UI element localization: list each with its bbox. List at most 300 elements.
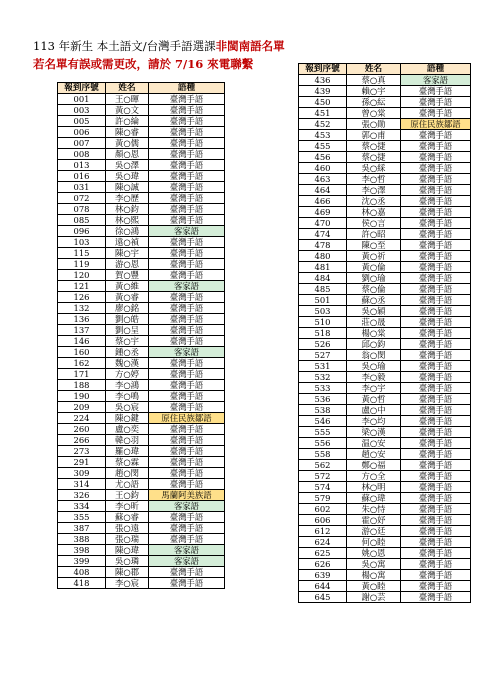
name-cell: 陳○瑋 xyxy=(106,545,149,556)
lang-cell: 臺灣手語 xyxy=(149,237,225,248)
lang-cell: 臺灣手語 xyxy=(401,339,471,350)
name-cell: 孫○紜 xyxy=(347,97,401,108)
seat-cell: 132 xyxy=(58,303,106,314)
table-row xyxy=(299,581,471,592)
seat-cell: 326 xyxy=(58,490,106,501)
name-cell: 黃○哲 xyxy=(347,394,401,405)
seat-cell: 451 xyxy=(299,108,347,119)
table-row xyxy=(58,204,225,215)
page-title xyxy=(33,39,285,53)
table-row xyxy=(299,174,471,185)
seat-cell: 579 xyxy=(299,493,347,504)
lang-cell: 臺灣手語 xyxy=(401,141,471,152)
seat-cell: 103 xyxy=(58,237,106,248)
seat-cell: 137 xyxy=(58,325,106,336)
seat-cell: 387 xyxy=(58,523,106,534)
title-main: 113 年新生 本土語文/台灣手語選課 xyxy=(33,39,216,53)
seat-cell: 418 xyxy=(58,578,106,589)
lang-cell: 臺灣手語 xyxy=(401,152,471,163)
seat-cell: 078 xyxy=(58,204,106,215)
lang-cell: 臺灣手語 xyxy=(401,185,471,196)
name-cell: 謝○芸 xyxy=(347,592,401,603)
lang-cell: 客家語 xyxy=(149,226,225,237)
seat-cell: 309 xyxy=(58,468,106,479)
table-row xyxy=(299,504,471,515)
lang-cell: 客家語 xyxy=(149,545,225,556)
name-cell: 方○婷 xyxy=(106,369,149,380)
name-cell: 李○宸 xyxy=(106,578,149,589)
seat-cell: 260 xyxy=(58,424,106,435)
name-cell: 吳○寓 xyxy=(347,559,401,570)
lang-cell: 臺灣手語 xyxy=(401,504,471,515)
seat-cell: 464 xyxy=(299,185,347,196)
name-cell: 陳○誠 xyxy=(106,182,149,193)
seat-cell: 572 xyxy=(299,471,347,482)
table-row xyxy=(58,116,225,127)
lang-cell: 臺灣手語 xyxy=(401,471,471,482)
lang-cell: 臺灣手語 xyxy=(149,402,225,413)
name-cell: 羅○瑋 xyxy=(106,446,149,457)
seat-cell: 439 xyxy=(299,86,347,97)
seat-cell: 016 xyxy=(58,171,106,182)
lang-cell: 臺灣手語 xyxy=(401,405,471,416)
seat-cell: 460 xyxy=(299,163,347,174)
seat-cell: 398 xyxy=(58,545,106,556)
lang-cell: 臺灣手語 xyxy=(149,193,225,204)
name-cell: 魏○漢 xyxy=(106,358,149,369)
table-row xyxy=(58,446,225,457)
table-row xyxy=(58,358,225,369)
lang-cell: 客家語 xyxy=(149,556,225,567)
table-row xyxy=(299,361,471,372)
name-cell: 黃○維 xyxy=(106,281,149,292)
lang-cell: 馬蘭阿美族語 xyxy=(149,490,225,501)
table-row xyxy=(58,336,225,347)
name-cell: 陳○至 xyxy=(347,240,401,251)
table-row xyxy=(299,383,471,394)
lang-cell: 臺灣手語 xyxy=(401,394,471,405)
seat-cell: 531 xyxy=(299,361,347,372)
table-row xyxy=(58,259,225,270)
seat-cell: 644 xyxy=(299,581,347,592)
table-row xyxy=(299,438,471,449)
name-cell: 黃○文 xyxy=(106,105,149,116)
lang-cell: 臺灣手語 xyxy=(401,251,471,262)
seat-cell: 115 xyxy=(58,248,106,259)
lang-cell: 臺灣手語 xyxy=(401,284,471,295)
name-cell: 林○鈞 xyxy=(106,204,149,215)
table-row xyxy=(299,394,471,405)
lang-cell: 臺灣手語 xyxy=(401,482,471,493)
lang-cell: 臺灣手語 xyxy=(401,229,471,240)
table-row xyxy=(299,559,471,570)
seat-cell: 527 xyxy=(299,350,347,361)
lang-cell: 臺灣手語 xyxy=(149,523,225,534)
lang-cell: 臺灣手語 xyxy=(149,380,225,391)
name-cell: 李○鴻 xyxy=(106,380,149,391)
table-row xyxy=(58,138,225,149)
lang-cell: 臺灣手語 xyxy=(149,435,225,446)
lang-cell: 臺灣手語 xyxy=(401,515,471,526)
table-row xyxy=(299,97,471,108)
lang-cell: 臺灣手語 xyxy=(401,570,471,581)
table-row xyxy=(299,295,471,306)
table-row xyxy=(58,468,225,479)
lang-cell: 臺灣手語 xyxy=(149,512,225,523)
table-row xyxy=(58,479,225,490)
lang-cell: 臺灣手語 xyxy=(149,358,225,369)
seat-cell: 334 xyxy=(58,501,106,512)
table-row xyxy=(58,281,225,292)
table-row xyxy=(58,149,225,160)
lang-cell: 臺灣手語 xyxy=(401,493,471,504)
name-cell: 蘇○睿 xyxy=(106,512,149,523)
seat-cell: 266 xyxy=(58,435,106,446)
name-cell: 吳○璘 xyxy=(106,556,149,567)
lang-cell: 臺灣手語 xyxy=(401,108,471,119)
name-cell: 李○哲 xyxy=(347,174,401,185)
seat-cell: 485 xyxy=(299,284,347,295)
name-cell: 陳○郡 xyxy=(106,567,149,578)
name-cell: 趙○安 xyxy=(347,449,401,460)
name-cell: 許○綸 xyxy=(106,116,149,127)
seat-cell: 501 xyxy=(299,295,347,306)
seat-cell: 574 xyxy=(299,482,347,493)
header-lang: 語種 xyxy=(149,83,225,94)
seat-cell: 006 xyxy=(58,127,106,138)
table-row xyxy=(58,303,225,314)
seat-cell: 474 xyxy=(299,229,347,240)
name-cell: 韓○羽 xyxy=(106,435,149,446)
table-row xyxy=(299,471,471,482)
table-row xyxy=(299,207,471,218)
table-row xyxy=(58,424,225,435)
seat-cell: 291 xyxy=(58,457,106,468)
table-row xyxy=(58,369,225,380)
lang-cell: 臺灣手語 xyxy=(401,438,471,449)
lang-cell: 客家語 xyxy=(401,75,471,86)
lang-cell: 臺灣手語 xyxy=(149,457,225,468)
lang-cell: 臺灣手語 xyxy=(149,567,225,578)
seat-cell: 436 xyxy=(299,75,347,86)
lang-cell: 臺灣手語 xyxy=(149,534,225,545)
table-row xyxy=(299,427,471,438)
lang-cell: 臺灣手語 xyxy=(401,328,471,339)
lang-cell: 臺灣手語 xyxy=(149,325,225,336)
seat-cell: 536 xyxy=(299,394,347,405)
table-row xyxy=(58,105,225,116)
name-cell: 李○昕 xyxy=(106,501,149,512)
name-cell: 吳○瑜 xyxy=(347,361,401,372)
seat-cell: 469 xyxy=(299,207,347,218)
name-cell: 李○歷 xyxy=(106,193,149,204)
table-row xyxy=(58,182,225,193)
lang-cell: 臺灣手語 xyxy=(401,559,471,570)
seat-cell: 031 xyxy=(58,182,106,193)
seat-cell: 532 xyxy=(299,372,347,383)
table-row xyxy=(299,152,471,163)
seat-cell: 072 xyxy=(58,193,106,204)
seat-cell: 408 xyxy=(58,567,106,578)
seat-cell: 273 xyxy=(58,446,106,457)
lang-cell: 臺灣手語 xyxy=(401,427,471,438)
name-cell: 黃○祈 xyxy=(347,251,401,262)
header-name: 姓名 xyxy=(347,64,401,75)
table-row xyxy=(58,380,225,391)
seat-cell: 546 xyxy=(299,416,347,427)
lang-cell: 臺灣手語 xyxy=(149,105,225,116)
header-name: 姓名 xyxy=(106,83,149,94)
table-row xyxy=(58,402,225,413)
lang-cell: 客家語 xyxy=(149,281,225,292)
table-row xyxy=(299,251,471,262)
seat-cell: 562 xyxy=(299,460,347,471)
table-row xyxy=(58,523,225,534)
correction-notice: 若名單有誤或需更改，請於 7/16 來電聯繫 xyxy=(33,57,254,71)
lang-cell: 臺灣手語 xyxy=(401,460,471,471)
seat-cell: 096 xyxy=(58,226,106,237)
name-cell: 吳○宸 xyxy=(106,402,149,413)
seat-cell: 639 xyxy=(299,570,347,581)
table-row xyxy=(58,270,225,281)
name-cell: 李○鳴 xyxy=(106,391,149,402)
table-row xyxy=(299,196,471,207)
lang-cell: 臺灣手語 xyxy=(401,537,471,548)
lang-cell: 臺灣手語 xyxy=(401,317,471,328)
name-cell: 侯○言 xyxy=(347,218,401,229)
name-cell: 蔡○霖 xyxy=(106,457,149,468)
seat-cell: 466 xyxy=(299,196,347,207)
table-row xyxy=(299,163,471,174)
table-row xyxy=(58,215,225,226)
table-row xyxy=(299,306,471,317)
lang-cell: 臺灣手語 xyxy=(149,578,225,589)
name-cell: 李○毅 xyxy=(347,372,401,383)
header-seat: 報到序號 xyxy=(58,83,106,94)
table-row xyxy=(58,534,225,545)
lang-cell: 臺灣手語 xyxy=(401,262,471,273)
table-row xyxy=(58,567,225,578)
name-cell: 楊○棠 xyxy=(347,328,401,339)
seat-cell: 538 xyxy=(299,405,347,416)
seat-cell: 007 xyxy=(58,138,106,149)
name-cell: 朱○恃 xyxy=(347,504,401,515)
table-row xyxy=(58,545,225,556)
lang-cell: 臺灣手語 xyxy=(401,196,471,207)
name-cell: 曾○棠 xyxy=(347,108,401,119)
seat-cell: 085 xyxy=(58,215,106,226)
seat-cell: 478 xyxy=(299,240,347,251)
table-row xyxy=(299,119,471,130)
name-cell: 梁○漢 xyxy=(347,427,401,438)
table-row xyxy=(299,108,471,119)
seat-cell: 558 xyxy=(299,449,347,460)
lang-cell: 臺灣手語 xyxy=(149,259,225,270)
seat-cell: 005 xyxy=(58,116,106,127)
name-cell: 林○明 xyxy=(347,482,401,493)
table-row xyxy=(299,75,471,86)
seat-cell: 001 xyxy=(58,94,106,105)
table-row xyxy=(299,185,471,196)
table-row xyxy=(58,578,225,589)
table-row xyxy=(299,339,471,350)
seat-cell: 224 xyxy=(58,413,106,424)
seat-cell: 453 xyxy=(299,130,347,141)
name-cell: 翁○閔 xyxy=(347,350,401,361)
name-cell: 陳○宇 xyxy=(106,248,149,259)
lang-cell: 臺灣手語 xyxy=(149,116,225,127)
table-row xyxy=(299,493,471,504)
table-row xyxy=(58,127,225,138)
table-row xyxy=(58,512,225,523)
table-header-row xyxy=(299,64,471,75)
name-cell: 吳○綵 xyxy=(347,163,401,174)
name-cell: 沈○丞 xyxy=(347,196,401,207)
name-cell: 廖○銘 xyxy=(106,303,149,314)
table-row xyxy=(299,273,471,284)
header-lang: 語種 xyxy=(401,64,471,75)
name-cell: 霍○妤 xyxy=(347,515,401,526)
name-cell: 蔡○捷 xyxy=(347,152,401,163)
lang-cell: 臺灣手語 xyxy=(149,391,225,402)
lang-cell: 臺灣手語 xyxy=(401,581,471,592)
table-row xyxy=(299,240,471,251)
lang-cell: 臺灣手語 xyxy=(401,361,471,372)
name-cell: 姚○恩 xyxy=(347,548,401,559)
lang-cell: 臺灣手語 xyxy=(149,446,225,457)
table-row xyxy=(58,435,225,446)
seat-cell: 209 xyxy=(58,402,106,413)
table-row xyxy=(299,416,471,427)
lang-cell: 臺灣手語 xyxy=(401,350,471,361)
lang-cell: 臺灣手語 xyxy=(149,270,225,281)
table-row xyxy=(58,413,225,424)
name-cell: 何○睦 xyxy=(347,537,401,548)
seat-cell: 625 xyxy=(299,548,347,559)
name-cell: 徐○鴻 xyxy=(106,226,149,237)
table-row xyxy=(299,350,471,361)
name-cell: 黃○儒 xyxy=(106,138,149,149)
seat-cell: 160 xyxy=(58,347,106,358)
table-row xyxy=(299,515,471,526)
seat-cell: 126 xyxy=(58,292,106,303)
table-row xyxy=(58,226,225,237)
table-row xyxy=(299,229,471,240)
seat-cell: 456 xyxy=(299,152,347,163)
name-cell: 張○遠 xyxy=(106,523,149,534)
lang-cell: 臺灣手語 xyxy=(149,94,225,105)
seat-cell: 626 xyxy=(299,559,347,570)
seat-cell: 452 xyxy=(299,119,347,130)
name-cell: 郭○甫 xyxy=(347,130,401,141)
lang-cell: 臺灣手語 xyxy=(401,449,471,460)
table-row xyxy=(299,537,471,548)
seat-cell: 171 xyxy=(58,369,106,380)
lang-cell: 臺灣手語 xyxy=(401,548,471,559)
lang-cell: 原住民族鄒語 xyxy=(149,413,225,424)
table-row xyxy=(58,160,225,171)
seat-cell: 503 xyxy=(299,306,347,317)
table-row xyxy=(58,171,225,182)
table-row xyxy=(58,556,225,567)
lang-cell: 臺灣手語 xyxy=(149,314,225,325)
name-cell: 吳○瑋 xyxy=(106,171,149,182)
name-cell: 賀○豐 xyxy=(106,270,149,281)
table-row xyxy=(58,490,225,501)
roster-table-right xyxy=(298,63,471,603)
seat-cell: 188 xyxy=(58,380,106,391)
name-cell: 邱○鈞 xyxy=(347,339,401,350)
name-cell: 趙○閔 xyxy=(106,468,149,479)
seat-cell: 120 xyxy=(58,270,106,281)
lang-cell: 臺灣手語 xyxy=(149,204,225,215)
lang-cell: 客家語 xyxy=(149,501,225,512)
lang-cell: 臺灣手語 xyxy=(149,468,225,479)
header-seat: 報到序號 xyxy=(299,64,347,75)
table-row xyxy=(58,248,225,259)
roster-table-left xyxy=(57,82,225,589)
name-cell: 張○勛 xyxy=(347,119,401,130)
name-cell: 賴○宇 xyxy=(347,86,401,97)
table-row xyxy=(299,218,471,229)
name-cell: 吳○穎 xyxy=(347,306,401,317)
seat-cell: 388 xyxy=(58,534,106,545)
seat-cell: 484 xyxy=(299,273,347,284)
table-row xyxy=(299,592,471,603)
seat-cell: 556 xyxy=(299,438,347,449)
seat-cell: 612 xyxy=(299,526,347,537)
lang-cell: 臺灣手語 xyxy=(149,248,225,259)
table-row xyxy=(58,347,225,358)
name-cell: 蔡○倫 xyxy=(347,284,401,295)
lang-cell: 臺灣手語 xyxy=(149,336,225,347)
name-cell: 林○嘉 xyxy=(347,207,401,218)
table-row xyxy=(58,237,225,248)
lang-cell: 臺灣手語 xyxy=(149,215,225,226)
name-cell: 陳○睿 xyxy=(106,127,149,138)
table-row xyxy=(299,328,471,339)
seat-cell: 121 xyxy=(58,281,106,292)
lang-cell: 臺灣手語 xyxy=(401,86,471,97)
name-cell: 劉○瑜 xyxy=(347,273,401,284)
name-cell: 黃○睿 xyxy=(106,292,149,303)
table-row xyxy=(299,449,471,460)
seat-cell: 399 xyxy=(58,556,106,567)
lang-cell: 臺灣手語 xyxy=(401,240,471,251)
seat-cell: 533 xyxy=(299,383,347,394)
lang-cell: 臺灣手語 xyxy=(149,292,225,303)
lang-cell: 臺灣手語 xyxy=(149,160,225,171)
table-row xyxy=(299,130,471,141)
seat-cell: 480 xyxy=(299,251,347,262)
seat-cell: 119 xyxy=(58,259,106,270)
name-cell: 温○安 xyxy=(347,438,401,449)
name-cell: 張○瑞 xyxy=(106,534,149,545)
name-cell: 鍾○丞 xyxy=(106,347,149,358)
lang-cell: 臺灣手語 xyxy=(149,138,225,149)
name-cell: 劉○皓 xyxy=(106,314,149,325)
seat-cell: 146 xyxy=(58,336,106,347)
table-row xyxy=(299,86,471,97)
table-row xyxy=(299,372,471,383)
lang-cell: 臺灣手語 xyxy=(401,174,471,185)
table-row xyxy=(299,405,471,416)
lang-cell: 臺灣手語 xyxy=(401,383,471,394)
lang-cell: 臺灣手語 xyxy=(401,295,471,306)
lang-cell: 臺灣手語 xyxy=(149,479,225,490)
lang-cell: 臺灣手語 xyxy=(401,306,471,317)
lang-cell: 臺灣手語 xyxy=(401,218,471,229)
